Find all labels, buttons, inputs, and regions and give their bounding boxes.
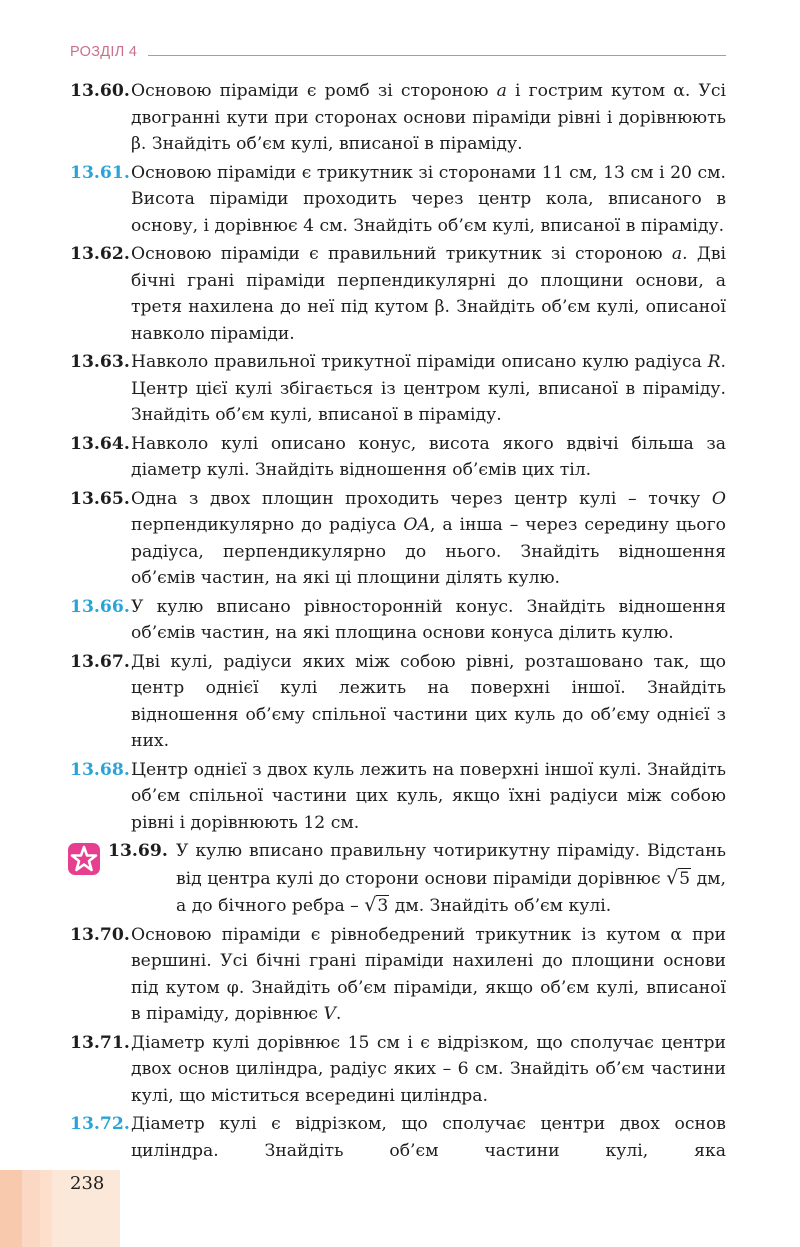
problem-text: Навколо кулі описано конус, висота якого вдвічі більша за діаметр кулі. Знайдіть відношення об’ємів цих тіл. <box>131 433 726 480</box>
problem-13-70 <box>70 922 726 1028</box>
problem-text: У кулю вписано рівносторонній конус. Знайдіть відношення об’ємів частин, на які площина основи конуса ділить кулю. <box>131 596 726 643</box>
problem-text: Основою піраміди є ромб зі стороною a і гострим кутом α. Усі двогранні кути при сторонах основи піраміди рівні і дорівнюють β. Знайдіть об’єм кулі, вписаної в піраміду. <box>131 81 726 154</box>
problem-13-65 <box>70 486 726 592</box>
problem-number: 13.72. <box>70 1114 130 1134</box>
problem-number: 13.68. <box>70 759 130 780</box>
star-icon <box>67 842 101 876</box>
page-header <box>70 44 726 68</box>
problem-13-62 <box>70 241 726 347</box>
problem-text: Дві кулі, радіуси яких між собою рівні, розташовано так, що центр однієї кулі лежить на поверхні іншої. Знайдіть відношення об’єму спільної частини цих куль до об’єму однієї з них. <box>131 651 726 751</box>
section-label: РОЗДІЛ 4 <box>70 44 138 60</box>
problem-number: 13.61. <box>70 162 130 183</box>
problem-13-72 <box>70 1111 726 1164</box>
problem-text: У кулю вписано правильну чотирикутну піраміду. Відстань від центра кулі до сторони основи піраміди дорівнює √5 дм, а до бічного ребра – √3 дм. Знайдіть об’єм кулі. <box>176 841 726 916</box>
problem-number: 13.60. <box>70 81 130 101</box>
problems-list <box>70 78 726 1166</box>
sqrt-expression: √5 <box>666 866 691 889</box>
problem-number: 13.65. <box>70 488 130 509</box>
problem-13-64 <box>70 431 726 484</box>
problem-13-61 <box>70 160 726 240</box>
problem-13-69 <box>70 838 726 920</box>
problem-13-63 <box>70 349 726 429</box>
problem-text: Діаметр кулі дорівнює 15 см і є відрізком, що сполучає центри двох основ циліндра, радіус яких – 6 см. Знайдіть об’єм частини кулі, що міститься всередині циліндра. <box>131 1032 726 1106</box>
problem-text: Основою піраміди є рівнобедрений трикутник із кутом α при вершині. Усі бічні грані піраміди нахилені до площини основи під кутом φ. Знайдіть об’єм піраміди, якщо об’єм кулі, вписаної в піраміду, дорівнює V. <box>131 924 726 1024</box>
problem-13-67 <box>70 649 726 755</box>
problem-number: 13.71. <box>70 1032 130 1053</box>
problem-number: 13.66. <box>70 596 130 617</box>
problem-13-68 <box>70 757 726 837</box>
problem-number: 13.63. <box>70 352 130 372</box>
problem-text: Одна з двох площин проходить через центр кулі – точку O перпендикулярно до радіуса OA, а інша – через середину цього радіуса, перпендикулярно до нього. Знайдіть відношення об’ємів частин, на які ці площини ділять кулю. <box>131 488 726 588</box>
problem-number: 13.67. <box>70 651 130 672</box>
problem-13-71 <box>70 1030 726 1110</box>
problem-13-66 <box>70 594 726 647</box>
problem-text: Діаметр кулі є відрізком, що сполучає центри двох основ циліндра. Знайдіть об’єм частини кулі, яка <box>131 1114 726 1161</box>
problem-number: 13.62. <box>70 244 130 264</box>
problem-text: Основою піраміди є трикутник зі сторонами 11 см, 13 см і 20 см. Висота піраміди проходить через центр кола, вписаного в основу, і дорівнює 4 см. Знайдіть об’єм кулі, вписаної в піраміду. <box>131 162 726 236</box>
sqrt-expression: √3 <box>364 894 389 916</box>
problem-text: Центр однієї з двох куль лежить на поверхні іншої кулі. Знайдіть об’єм спільної частини цих куль, якщо їхні радіуси між собою рівні і дорівнюють 12 см. <box>131 759 726 833</box>
problem-13-60 <box>70 78 726 158</box>
problem-text: Навколо правильної трикутної піраміди описано кулю радіуса R. Центр цієї кулі збігається із центром кулі, вписаної в піраміду. Знайдіть об’єм кулі, вписаної в піраміду. <box>131 352 726 425</box>
page-number: 238 <box>70 1173 105 1194</box>
problem-number: 13.70. <box>70 924 130 945</box>
problem-text: Основою піраміди є правильний трикутник зі стороною a. Дві бічні грані піраміди перпендикулярні до площини основи, а третя нахилена до неї під кутом β. Знайдіть об’єм кулі, описаної навколо піраміди. <box>131 244 726 344</box>
problem-number: 13.69. <box>108 841 168 861</box>
problem-number: 13.64. <box>70 433 130 454</box>
header-rule <box>148 55 726 56</box>
